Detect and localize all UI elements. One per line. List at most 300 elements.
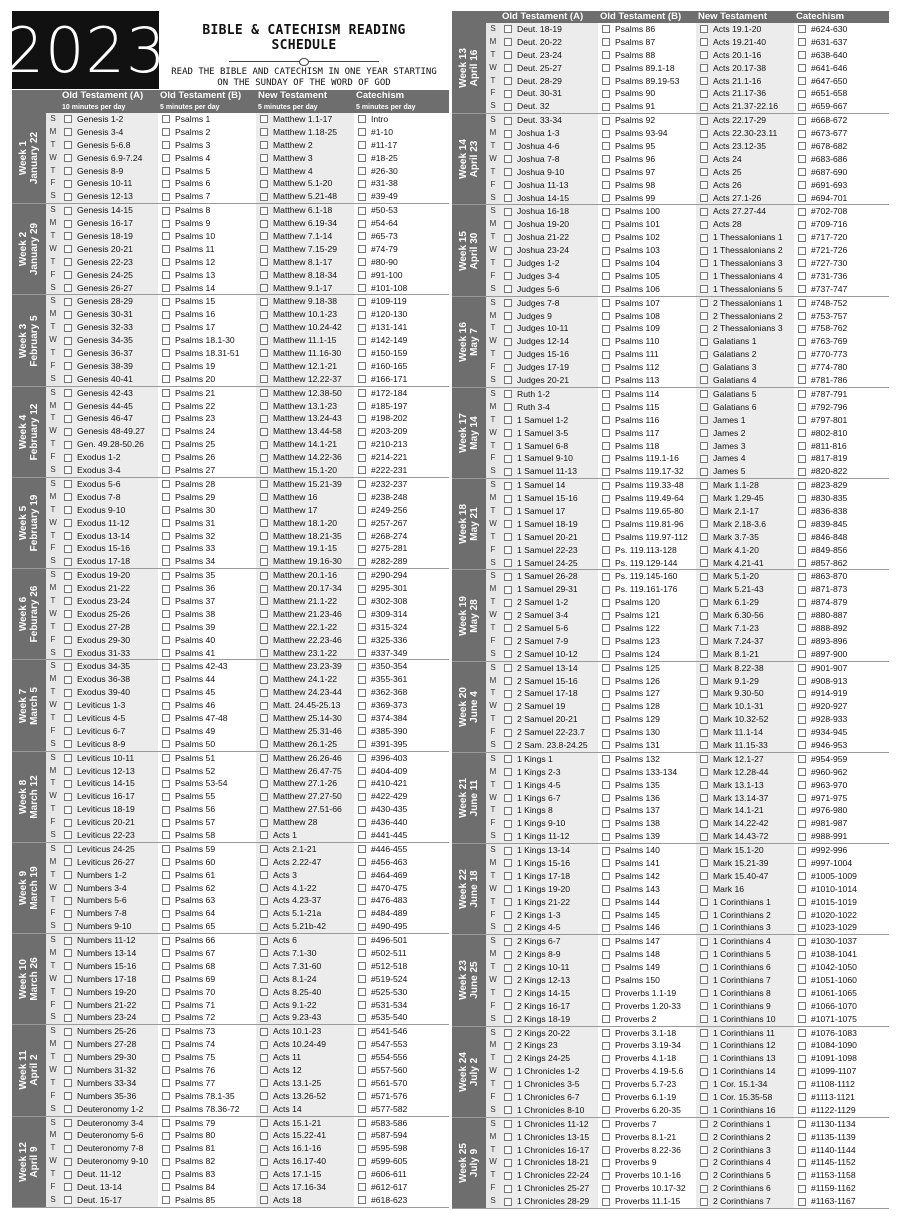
reading-checkbox[interactable]: [700, 455, 708, 463]
reading-checkbox[interactable]: [260, 362, 268, 370]
reading-checkbox[interactable]: [602, 1068, 610, 1076]
reading-checkbox[interactable]: [358, 337, 366, 345]
reading-checkbox[interactable]: [64, 115, 72, 123]
reading-checkbox[interactable]: [700, 768, 708, 776]
reading-checkbox[interactable]: [700, 1159, 708, 1167]
reading-checkbox[interactable]: [260, 207, 268, 215]
reading-checkbox[interactable]: [602, 38, 610, 46]
reading-checkbox[interactable]: [700, 847, 708, 855]
reading-checkbox[interactable]: [504, 1093, 512, 1101]
reading-checkbox[interactable]: [162, 689, 170, 697]
reading-checkbox[interactable]: [602, 1159, 610, 1167]
reading-checkbox[interactable]: [64, 1014, 72, 1022]
reading-checkbox[interactable]: [602, 208, 610, 216]
reading-checkbox[interactable]: [64, 623, 72, 631]
reading-checkbox[interactable]: [504, 847, 512, 855]
reading-checkbox[interactable]: [162, 988, 170, 996]
reading-checkbox[interactable]: [602, 155, 610, 163]
reading-checkbox[interactable]: [798, 924, 806, 932]
reading-checkbox[interactable]: [162, 793, 170, 801]
reading-checkbox[interactable]: [504, 285, 512, 293]
reading-checkbox[interactable]: [162, 1001, 170, 1009]
reading-checkbox[interactable]: [162, 193, 170, 201]
reading-checkbox[interactable]: [358, 415, 366, 423]
reading-checkbox[interactable]: [798, 103, 806, 111]
reading-checkbox[interactable]: [358, 740, 366, 748]
reading-checkbox[interactable]: [700, 1029, 708, 1037]
reading-checkbox[interactable]: [358, 193, 366, 201]
reading-checkbox[interactable]: [358, 831, 366, 839]
reading-checkbox[interactable]: [162, 1132, 170, 1140]
reading-checkbox[interactable]: [162, 1079, 170, 1087]
reading-checkbox[interactable]: [358, 623, 366, 631]
reading-checkbox[interactable]: [602, 390, 610, 398]
reading-checkbox[interactable]: [162, 858, 170, 866]
reading-checkbox[interactable]: [798, 1055, 806, 1063]
reading-checkbox[interactable]: [64, 532, 72, 540]
reading-checkbox[interactable]: [358, 858, 366, 866]
reading-checkbox[interactable]: [162, 311, 170, 319]
reading-checkbox[interactable]: [602, 533, 610, 541]
reading-checkbox[interactable]: [602, 716, 610, 724]
reading-checkbox[interactable]: [602, 924, 610, 932]
reading-checkbox[interactable]: [798, 976, 806, 984]
reading-checkbox[interactable]: [700, 1055, 708, 1063]
reading-checkbox[interactable]: [798, 1093, 806, 1101]
reading-checkbox[interactable]: [504, 807, 512, 815]
reading-checkbox[interactable]: [798, 38, 806, 46]
reading-checkbox[interactable]: [64, 962, 72, 970]
reading-checkbox[interactable]: [504, 938, 512, 946]
reading-checkbox[interactable]: [602, 847, 610, 855]
reading-checkbox[interactable]: [602, 703, 610, 711]
reading-checkbox[interactable]: [504, 677, 512, 685]
reading-checkbox[interactable]: [798, 872, 806, 880]
reading-checkbox[interactable]: [64, 1079, 72, 1087]
reading-checkbox[interactable]: [358, 402, 366, 410]
reading-checkbox[interactable]: [260, 480, 268, 488]
reading-checkbox[interactable]: [700, 468, 708, 476]
reading-checkbox[interactable]: [602, 951, 610, 959]
reading-checkbox[interactable]: [798, 755, 806, 763]
reading-checkbox[interactable]: [798, 1106, 806, 1114]
reading-checkbox[interactable]: [700, 1068, 708, 1076]
reading-checkbox[interactable]: [504, 468, 512, 476]
reading-checkbox[interactable]: [700, 872, 708, 880]
reading-checkbox[interactable]: [700, 624, 708, 632]
reading-checkbox[interactable]: [162, 220, 170, 228]
reading-checkbox[interactable]: [798, 442, 806, 450]
reading-checkbox[interactable]: [798, 234, 806, 242]
reading-checkbox[interactable]: [700, 194, 708, 202]
reading-checkbox[interactable]: [602, 612, 610, 620]
reading-checkbox[interactable]: [504, 38, 512, 46]
reading-checkbox[interactable]: [260, 937, 268, 945]
reading-checkbox[interactable]: [64, 1092, 72, 1100]
reading-checkbox[interactable]: [162, 558, 170, 566]
reading-checkbox[interactable]: [504, 168, 512, 176]
reading-checkbox[interactable]: [602, 325, 610, 333]
reading-checkbox[interactable]: [700, 951, 708, 959]
reading-checkbox[interactable]: [64, 362, 72, 370]
reading-checkbox[interactable]: [700, 976, 708, 984]
reading-checkbox[interactable]: [358, 154, 366, 162]
reading-checkbox[interactable]: [700, 1002, 708, 1010]
reading-checkbox[interactable]: [64, 597, 72, 605]
reading-checkbox[interactable]: [798, 741, 806, 749]
reading-checkbox[interactable]: [358, 897, 366, 905]
reading-checkbox[interactable]: [162, 480, 170, 488]
reading-checkbox[interactable]: [64, 311, 72, 319]
reading-checkbox[interactable]: [602, 573, 610, 581]
reading-checkbox[interactable]: [602, 482, 610, 490]
reading-checkbox[interactable]: [602, 624, 610, 632]
reading-checkbox[interactable]: [358, 780, 366, 788]
reading-checkbox[interactable]: [260, 1132, 268, 1140]
reading-checkbox[interactable]: [64, 689, 72, 697]
reading-checkbox[interactable]: [504, 559, 512, 567]
reading-checkbox[interactable]: [700, 208, 708, 216]
reading-checkbox[interactable]: [602, 130, 610, 138]
reading-checkbox[interactable]: [358, 572, 366, 580]
reading-checkbox[interactable]: [64, 1171, 72, 1179]
reading-checkbox[interactable]: [260, 910, 268, 918]
reading-checkbox[interactable]: [798, 416, 806, 424]
reading-checkbox[interactable]: [798, 1198, 806, 1206]
reading-checkbox[interactable]: [64, 975, 72, 983]
reading-checkbox[interactable]: [602, 898, 610, 906]
reading-checkbox[interactable]: [798, 390, 806, 398]
reading-checkbox[interactable]: [798, 1146, 806, 1154]
reading-checkbox[interactable]: [504, 586, 512, 594]
reading-checkbox[interactable]: [358, 271, 366, 279]
reading-checkbox[interactable]: [162, 324, 170, 332]
reading-checkbox[interactable]: [64, 1054, 72, 1062]
reading-checkbox[interactable]: [358, 532, 366, 540]
reading-checkbox[interactable]: [798, 259, 806, 267]
reading-checkbox[interactable]: [504, 637, 512, 645]
reading-checkbox[interactable]: [162, 1066, 170, 1074]
reading-checkbox[interactable]: [358, 128, 366, 136]
reading-checkbox[interactable]: [602, 729, 610, 737]
reading-checkbox[interactable]: [798, 794, 806, 802]
reading-checkbox[interactable]: [700, 755, 708, 763]
reading-checkbox[interactable]: [64, 858, 72, 866]
reading-checkbox[interactable]: [358, 441, 366, 449]
reading-checkbox[interactable]: [358, 871, 366, 879]
reading-checkbox[interactable]: [64, 988, 72, 996]
reading-checkbox[interactable]: [358, 141, 366, 149]
reading-checkbox[interactable]: [64, 1145, 72, 1153]
reading-checkbox[interactable]: [64, 714, 72, 722]
reading-checkbox[interactable]: [700, 168, 708, 176]
reading-checkbox[interactable]: [260, 180, 268, 188]
reading-checkbox[interactable]: [358, 232, 366, 240]
reading-checkbox[interactable]: [602, 338, 610, 346]
reading-checkbox[interactable]: [798, 989, 806, 997]
reading-checkbox[interactable]: [504, 781, 512, 789]
reading-checkbox[interactable]: [602, 1042, 610, 1050]
reading-checkbox[interactable]: [602, 285, 610, 293]
reading-checkbox[interactable]: [602, 312, 610, 320]
reading-checkbox[interactable]: [64, 819, 72, 827]
reading-checkbox[interactable]: [260, 714, 268, 722]
reading-checkbox[interactable]: [260, 727, 268, 735]
reading-checkbox[interactable]: [700, 259, 708, 267]
reading-checkbox[interactable]: [64, 767, 72, 775]
reading-checkbox[interactable]: [798, 885, 806, 893]
reading-checkbox[interactable]: [260, 923, 268, 931]
reading-checkbox[interactable]: [700, 911, 708, 919]
reading-checkbox[interactable]: [260, 845, 268, 853]
reading-checkbox[interactable]: [64, 1183, 72, 1191]
reading-checkbox[interactable]: [358, 649, 366, 657]
reading-checkbox[interactable]: [700, 390, 708, 398]
reading-checkbox[interactable]: [162, 806, 170, 814]
reading-checkbox[interactable]: [358, 663, 366, 671]
reading-checkbox[interactable]: [260, 767, 268, 775]
reading-checkbox[interactable]: [700, 794, 708, 802]
reading-checkbox[interactable]: [504, 546, 512, 554]
reading-checkbox[interactable]: [64, 284, 72, 292]
reading-checkbox[interactable]: [504, 312, 512, 320]
reading-checkbox[interactable]: [700, 1172, 708, 1180]
reading-checkbox[interactable]: [700, 64, 708, 72]
reading-checkbox[interactable]: [162, 128, 170, 136]
reading-checkbox[interactable]: [504, 1002, 512, 1010]
reading-checkbox[interactable]: [700, 690, 708, 698]
reading-checkbox[interactable]: [260, 519, 268, 527]
reading-checkbox[interactable]: [64, 220, 72, 228]
reading-checkbox[interactable]: [64, 884, 72, 892]
reading-checkbox[interactable]: [798, 130, 806, 138]
reading-checkbox[interactable]: [162, 415, 170, 423]
reading-checkbox[interactable]: [504, 898, 512, 906]
reading-checkbox[interactable]: [700, 1198, 708, 1206]
reading-checkbox[interactable]: [162, 1196, 170, 1204]
reading-checkbox[interactable]: [64, 506, 72, 514]
reading-checkbox[interactable]: [798, 637, 806, 645]
reading-checkbox[interactable]: [64, 298, 72, 306]
reading-checkbox[interactable]: [64, 793, 72, 801]
reading-checkbox[interactable]: [602, 234, 610, 242]
reading-checkbox[interactable]: [798, 117, 806, 125]
reading-checkbox[interactable]: [260, 532, 268, 540]
reading-checkbox[interactable]: [700, 285, 708, 293]
reading-checkbox[interactable]: [504, 989, 512, 997]
reading-checkbox[interactable]: [504, 1185, 512, 1193]
reading-checkbox[interactable]: [504, 77, 512, 85]
reading-checkbox[interactable]: [64, 663, 72, 671]
reading-checkbox[interactable]: [798, 285, 806, 293]
reading-checkbox[interactable]: [64, 1105, 72, 1113]
reading-checkbox[interactable]: [358, 727, 366, 735]
reading-checkbox[interactable]: [162, 402, 170, 410]
reading-checkbox[interactable]: [260, 949, 268, 957]
reading-checkbox[interactable]: [358, 1105, 366, 1113]
reading-checkbox[interactable]: [504, 885, 512, 893]
reading-checkbox[interactable]: [504, 495, 512, 503]
reading-checkbox[interactable]: [64, 493, 72, 501]
reading-checkbox[interactable]: [358, 545, 366, 553]
reading-checkbox[interactable]: [260, 232, 268, 240]
reading-checkbox[interactable]: [504, 351, 512, 359]
reading-checkbox[interactable]: [602, 586, 610, 594]
reading-checkbox[interactable]: [602, 90, 610, 98]
reading-checkbox[interactable]: [358, 597, 366, 605]
reading-checkbox[interactable]: [798, 77, 806, 85]
reading-checkbox[interactable]: [798, 690, 806, 698]
reading-checkbox[interactable]: [162, 115, 170, 123]
reading-checkbox[interactable]: [358, 1158, 366, 1166]
reading-checkbox[interactable]: [798, 859, 806, 867]
reading-checkbox[interactable]: [64, 402, 72, 410]
reading-checkbox[interactable]: [358, 207, 366, 215]
reading-checkbox[interactable]: [358, 506, 366, 514]
reading-checkbox[interactable]: [64, 415, 72, 423]
reading-checkbox[interactable]: [602, 272, 610, 280]
reading-checkbox[interactable]: [504, 155, 512, 163]
reading-checkbox[interactable]: [358, 180, 366, 188]
reading-checkbox[interactable]: [64, 949, 72, 957]
reading-checkbox[interactable]: [358, 167, 366, 175]
reading-checkbox[interactable]: [162, 1171, 170, 1179]
reading-checkbox[interactable]: [260, 597, 268, 605]
reading-checkbox[interactable]: [64, 1041, 72, 1049]
reading-checkbox[interactable]: [260, 428, 268, 436]
reading-checkbox[interactable]: [162, 258, 170, 266]
reading-checkbox[interactable]: [64, 1132, 72, 1140]
reading-checkbox[interactable]: [602, 859, 610, 867]
reading-checkbox[interactable]: [358, 311, 366, 319]
reading-checkbox[interactable]: [162, 454, 170, 462]
reading-checkbox[interactable]: [260, 1183, 268, 1191]
reading-checkbox[interactable]: [700, 520, 708, 528]
reading-checkbox[interactable]: [358, 480, 366, 488]
reading-checkbox[interactable]: [260, 558, 268, 566]
reading-checkbox[interactable]: [260, 831, 268, 839]
reading-checkbox[interactable]: [798, 221, 806, 229]
reading-checkbox[interactable]: [602, 429, 610, 437]
reading-checkbox[interactable]: [602, 1015, 610, 1023]
reading-checkbox[interactable]: [700, 376, 708, 384]
reading-checkbox[interactable]: [260, 1119, 268, 1127]
reading-checkbox[interactable]: [64, 910, 72, 918]
reading-checkbox[interactable]: [798, 1133, 806, 1141]
reading-checkbox[interactable]: [358, 610, 366, 618]
reading-checkbox[interactable]: [602, 168, 610, 176]
reading-checkbox[interactable]: [64, 271, 72, 279]
reading-checkbox[interactable]: [700, 181, 708, 189]
reading-checkbox[interactable]: [602, 1081, 610, 1089]
reading-checkbox[interactable]: [602, 1055, 610, 1063]
reading-checkbox[interactable]: [602, 520, 610, 528]
reading-checkbox[interactable]: [504, 1159, 512, 1167]
reading-checkbox[interactable]: [64, 193, 72, 201]
reading-checkbox[interactable]: [64, 636, 72, 644]
reading-checkbox[interactable]: [260, 493, 268, 501]
reading-checkbox[interactable]: [64, 245, 72, 253]
reading-checkbox[interactable]: [700, 586, 708, 594]
reading-checkbox[interactable]: [162, 884, 170, 892]
reading-checkbox[interactable]: [64, 871, 72, 879]
reading-checkbox[interactable]: [504, 221, 512, 229]
reading-checkbox[interactable]: [358, 519, 366, 527]
reading-checkbox[interactable]: [358, 845, 366, 853]
reading-checkbox[interactable]: [504, 1055, 512, 1063]
reading-checkbox[interactable]: [162, 298, 170, 306]
reading-checkbox[interactable]: [504, 833, 512, 841]
reading-checkbox[interactable]: [504, 690, 512, 698]
reading-checkbox[interactable]: [602, 194, 610, 202]
reading-checkbox[interactable]: [700, 573, 708, 581]
reading-checkbox[interactable]: [798, 155, 806, 163]
reading-checkbox[interactable]: [700, 299, 708, 307]
reading-checkbox[interactable]: [504, 338, 512, 346]
reading-checkbox[interactable]: [798, 64, 806, 72]
reading-checkbox[interactable]: [700, 338, 708, 346]
reading-checkbox[interactable]: [700, 989, 708, 997]
reading-checkbox[interactable]: [602, 259, 610, 267]
reading-checkbox[interactable]: [162, 141, 170, 149]
reading-checkbox[interactable]: [798, 911, 806, 919]
reading-checkbox[interactable]: [504, 1015, 512, 1023]
reading-checkbox[interactable]: [64, 610, 72, 618]
reading-checkbox[interactable]: [504, 482, 512, 490]
reading-checkbox[interactable]: [602, 1185, 610, 1193]
reading-checkbox[interactable]: [798, 299, 806, 307]
reading-checkbox[interactable]: [700, 533, 708, 541]
reading-checkbox[interactable]: [162, 1028, 170, 1036]
reading-checkbox[interactable]: [162, 271, 170, 279]
reading-checkbox[interactable]: [602, 911, 610, 919]
reading-checkbox[interactable]: [162, 923, 170, 931]
reading-checkbox[interactable]: [798, 781, 806, 789]
reading-checkbox[interactable]: [798, 1185, 806, 1193]
reading-checkbox[interactable]: [358, 585, 366, 593]
reading-checkbox[interactable]: [602, 938, 610, 946]
reading-checkbox[interactable]: [358, 1092, 366, 1100]
reading-checkbox[interactable]: [700, 677, 708, 685]
reading-checkbox[interactable]: [602, 1120, 610, 1128]
reading-checkbox[interactable]: [700, 833, 708, 841]
reading-checkbox[interactable]: [602, 25, 610, 33]
reading-checkbox[interactable]: [504, 729, 512, 737]
reading-checkbox[interactable]: [602, 599, 610, 607]
reading-checkbox[interactable]: [64, 480, 72, 488]
reading-checkbox[interactable]: [504, 208, 512, 216]
reading-checkbox[interactable]: [162, 232, 170, 240]
reading-checkbox[interactable]: [504, 703, 512, 711]
reading-checkbox[interactable]: [602, 781, 610, 789]
reading-checkbox[interactable]: [260, 962, 268, 970]
reading-checkbox[interactable]: [64, 780, 72, 788]
reading-checkbox[interactable]: [260, 349, 268, 357]
reading-checkbox[interactable]: [162, 337, 170, 345]
reading-checkbox[interactable]: [504, 1106, 512, 1114]
reading-checkbox[interactable]: [162, 493, 170, 501]
reading-checkbox[interactable]: [798, 650, 806, 658]
reading-checkbox[interactable]: [504, 924, 512, 932]
reading-checkbox[interactable]: [700, 495, 708, 503]
reading-checkbox[interactable]: [64, 1196, 72, 1204]
reading-checkbox[interactable]: [162, 506, 170, 514]
reading-checkbox[interactable]: [798, 703, 806, 711]
reading-checkbox[interactable]: [798, 1159, 806, 1167]
reading-checkbox[interactable]: [504, 1042, 512, 1050]
reading-checkbox[interactable]: [162, 154, 170, 162]
reading-checkbox[interactable]: [358, 1054, 366, 1062]
